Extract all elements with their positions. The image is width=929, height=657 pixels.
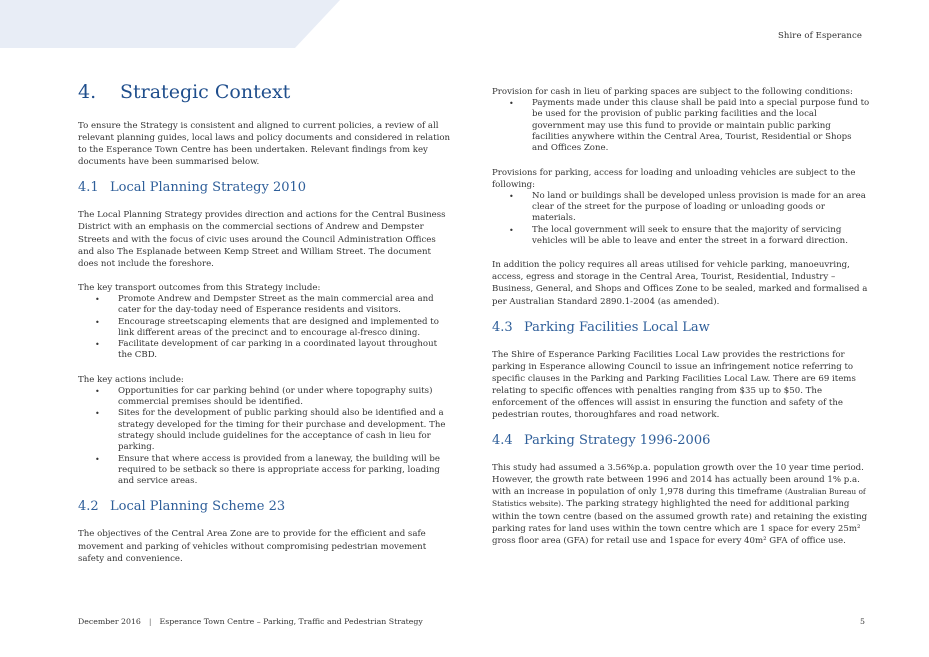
citation: (Australian Bureau of Statistics website) [492,487,866,509]
list-item: • The local government will seek to ensure that the majority of servicing vehicles will be able to leave and enter the street in a forward direction. [532,225,870,248]
intro-paragraph: To ensure the Strategy is consistent and aligned to current policies, a review of all relevant planning guides, local laws and policy documents and considered in relation to the Esperance Town Centre has been undertaken. Relevant findings from key documents have been summarised below. [78,121,451,168]
section-title: Parking Facilities Local Law [524,319,710,335]
footer-separator: | [148,617,152,626]
section-title: Local Planning Scheme 23 [110,499,286,515]
chapter-title: Strategic Context [120,81,291,103]
section-title: Parking Strategy 1996-2006 [524,433,711,449]
section-number: 4.2 [78,499,99,515]
page-number: 5 [860,617,865,626]
actions-list [78,386,452,488]
organisation-name: Shire of Esperance [777,31,862,41]
header-banner-graphic [0,0,929,50]
local-law-paragraph: The Shire of Esperance Parking Facilities Local Law provides the restrictions for parking in Esperance allowing Council to issue an infringement notice referring to specific clauses in the Parking and Parking Facilities Local Law. There are 69 items relating to specific offences with penalties ranging from $35 up to $50. The enforcement of the offences will assist in ensuring the function and safety of the pedestrian routes, thoroughfares and road network. [492,349,856,421]
cash-list [492,98,870,154]
section-heading-4-4 [492,433,870,449]
lps-paragraph: The Local Planning Strategy provides direction and actions for the Central Business District with an emphasis on the commercial sections of Andrew and Dempster Streets and with the focus of civic uses around the Council Administration Offices and also The Esplanade between Kemp Street and William Street. The document does not include the foreshore. [78,210,446,269]
list-item: • Payments made under this clause shall be paid into a special purpose fund to be used for the provision of public parking facilities and the local government may use this fund to provide or maintain public parking facilities anywhere within the Central Area, Tourist, Residential or Shops and Offices Zone. [532,98,870,154]
section-number: 4.1 [78,180,99,196]
text-run: . The parking strategy highlighted the need for additional parking within the town centre (based on the assumed growth rate) and retaining the existing parking rates for land uses within the town centre which are 1 space for every 25m² gross floor area (GFA) for retail use and 1space for every 40m² GFA of office use. [492,499,868,546]
section-heading-4-1 [78,180,452,196]
loading-list [492,191,870,247]
footer-date: December 2016 [78,617,141,626]
list-item: • Facilitate development of car parking in a coordinated layout throughout the CBD. [118,339,452,362]
loading-lead: Provisions for parking, access for loading and unloading vehicles are subject to the following: [492,167,856,190]
text-run: This study had assumed a 3.56%p.a. population growth over the 10 year time period. However, the growth rate between 1996 and 2014 has actually been around 1% p.a. with an increase in population of only 1,978 during this timeframe [492,463,864,498]
section-heading-4-3 [492,320,870,336]
actions-lead: The key actions include: [78,374,184,385]
section-heading-4-2 [78,499,452,515]
section-number: 4.4 [492,433,513,449]
list-item: • Promote Andrew and Dempster Street as the main commercial area and cater for the day-today need of Esperance residents and visitors. [118,294,452,317]
footer [78,617,423,626]
lps23-paragraph: The objectives of the Central Area Zone are to provide for the efficient and safe movement and parking of vehicles without compromising pedestrian movement safety and convenience. [78,529,427,564]
cash-lead: Provision for cash in lieu of parking spaces are subject to the following conditions: [492,87,853,97]
footer-title: Esperance Town Centre – Parking, Traffic and Pedestrian Strategy [159,617,423,626]
parking-strategy-paragraph [492,462,870,547]
list-item: • Sites for the development of public parking should also be identified and a strategy developed for the timing for their purchase and development. The strategy should include guidelines for the acceptance of cash in lieu for parking. [118,408,452,453]
list-item: • No land or buildings shall be developed unless provision is made for an area clear of the street for the purpose of loading or unloading goods or materials. [532,191,870,225]
outcomes-lead: The key transport outcomes from this Strategy include: [78,282,321,293]
right-column [492,86,870,547]
left-column [78,80,452,565]
list-item: • Opportunities for car parking behind (or under where topography suits) commercial premises should be identified. [118,386,452,409]
chapter-number: 4. [78,81,97,103]
policy-paragraph: In addition the policy requires all areas utilised for vehicle parking, manoeuvring, access, egress and storage in the Central Area, Tourist, Residential, Industry – Business, General, and Shops and Offices Zone to be sealed, marked and formalised a per Australian Standard 2890.1-2004 (as amended). [492,260,868,307]
section-title: Local Planning Strategy 2010 [110,180,307,196]
section-number: 4.3 [492,319,513,335]
outcomes-list [78,294,452,362]
chapter-heading [78,80,452,104]
list-item: • Encourage streetscaping elements that are designed and implemented to link different areas of the precinct and to encourage al-fresco dining. [118,317,452,340]
list-item: • Ensure that where access is provided from a laneway, the building will be required to be setback so there is appropriate access for parking, loading and service areas. [118,454,452,488]
